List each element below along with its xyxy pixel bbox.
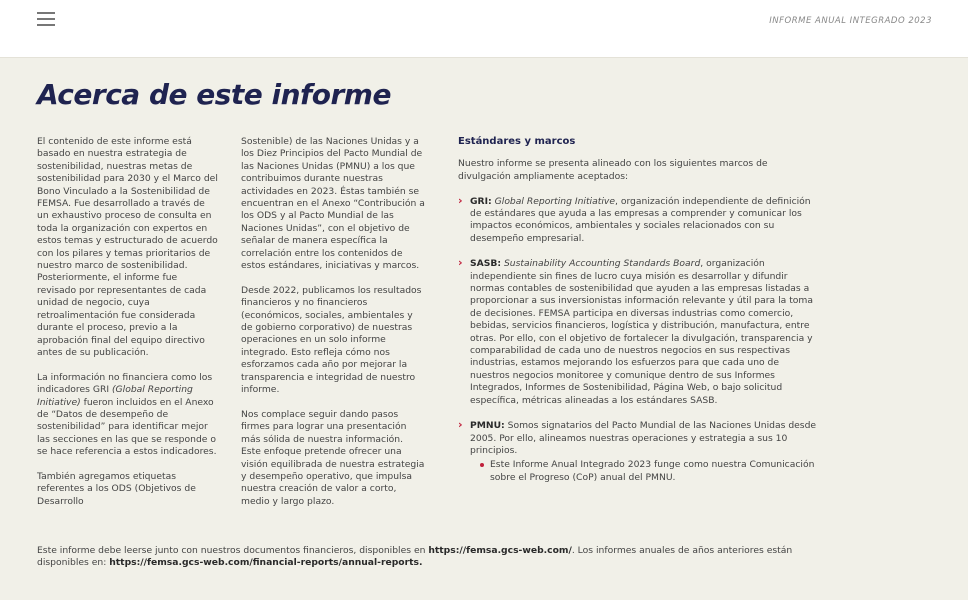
framework-item-sasb (458, 258, 820, 407)
sasb-text: , organización independiente sin fines de lucro cuya misión es desarrollar y difundir normas contables de sostenibilidad que ayuden a las empresas listadas a proporcionar a sus inversionistas información relevante y útil para la toma de decisiones. FEMSA participa en diversas industrias como comercio, bebidas, servicios financieros, logística y distribución, manufactura, entre otras. Por ello, con el objetivo de fortalecer la divulgación, transparencia y comparabilidad de cada uno de nuestros negocios en sus respectivas industrias, estamos mejorando los esfuerzos para que cada uno de nuestros negocios monitoree y comunique dentro de sus Informes Integrados, Informes de Sostenibilidad, Página Web, o bajo solicitud específica, métricas alineadas a los estándares SASB. (470, 258, 814, 406)
pmnu-text: Somos signatarios del Pacto Mundial de las Naciones Unidas desde 2005. Por ello, alineamos nuestras operaciones y estrategia a sus 10 principios. (470, 420, 817, 456)
pmnu-label: PMNU: (470, 420, 505, 432)
gri-italic: Global Reporting Initiative (494, 195, 615, 207)
page-title: Acerca de este informe (37, 78, 391, 111)
intro-paragraph: Nuestro informe se presenta alineado con los siguientes marcos de divulgación ampliamente aceptados: (458, 158, 768, 182)
paragraph (37, 372, 219, 459)
femsa-link[interactable]: https://femsa.gcs-web.com/ (428, 545, 572, 556)
paragraph: Sostenible) de las Naciones Unidas y a los Diez Principios del Pacto Mundial de las Naciones Unidas (PMNU) a los que contribuimos durante nuestras actividades en 2023. Éstas también se encuentran en el Anexo “Contribución a los ODS y al Pacto Mundial de las Naciones Unidas”, con el objetivo de señalar de manera específica la correlación entre los contenidos de estos estándares, iniciativas y marcos. (241, 136, 425, 272)
chevron-right-icon: › (458, 193, 463, 207)
annual-reports-link[interactable]: https://femsa.gcs-web.com/financial-reports/annual-reports. (109, 557, 423, 569)
framework-item-gri (458, 193, 820, 246)
framework-item-pmnu (458, 420, 820, 484)
gri-italic: (Global Reporting Initiative) (37, 384, 193, 408)
column-1 (37, 136, 219, 521)
text: La información no financiera como los indicadores GRI (37, 371, 213, 396)
footer-note (37, 545, 797, 570)
sasb-label: SASB: (470, 258, 502, 270)
pmnu-sub-item (470, 459, 820, 484)
column-2 (241, 136, 425, 521)
pmnu-sub-text: Este Informe Anual Integrado 2023 funge como nuestra Comunicación sobre el Progreso (CoP) anual del PMNU. (490, 459, 815, 483)
paragraph: Nos complace seguir dando pasos firmes para lograr una presentación más sólida de nuestra información. Este enfoque pretende ofrecer una visión equilibrada de nuestra estrategia y desempeño operativo, que impulsa nuestra creación de valor a corto, medio y largo plazo. (241, 408, 425, 507)
gri-label: GRI: (470, 195, 492, 207)
paragraph: El contenido de este informe está basado en nuestra estrategia de sostenibilidad, nuestras metas de sostenibilidad para 2030 y el Marco del Bono Vinculado a la Sostenibilidad de FEMSA. Fue desarrollado a través de un exhaustivo proceso de consulta en toda la organización con expertos en estos temas y estructurado de acuerdo con los pilares y temas prioritarios de nuestro marco de sostenibilidad. Posteriormente, el informe fue revisado por representantes de cada unidad de negocio, cuya retroalimentación fue considerada durante el proceso, previo a la aprobación final del equipo directivo antes de su publicación. (37, 136, 218, 358)
footer-text: Este informe debe leerse junto con nuestros documentos financieros, disponibles en (37, 545, 429, 556)
chevron-right-icon: › (458, 256, 463, 270)
top-bar (0, 0, 968, 58)
column-3 (458, 136, 820, 497)
footer-text: . Los informes anuales de años anteriores están disponibles en: (37, 545, 793, 569)
paragraph: También agregamos etiquetas referentes a los ODS (Objetivos de Desarrollo (37, 470, 196, 507)
report-title: INFORME ANUAL INTEGRADO 2023 (769, 16, 932, 26)
section-title: Estándares y marcos (458, 136, 576, 147)
bullet-dot-icon (480, 463, 484, 467)
chevron-right-icon: › (458, 418, 463, 432)
sasb-italic: Sustainability Accounting Standards Board (503, 258, 701, 270)
hamburger-menu-icon[interactable] (37, 12, 55, 26)
text: fueron incluidos en el Anexo de “Datos de desempeño de sostenibilidad” para identificar mejor las secciones en las que se responde o se hace referencia a estos indicadores. (37, 396, 217, 458)
gri-text: , organización independiente de definición de estándares que ayuda a las empresas a comprender y comunicar los impactos económicos, ambientales y sociales relacionados con su desempeño empresarial. (470, 195, 811, 244)
paragraph: Desde 2022, publicamos los resultados financieros y no financieros (económicos, sociales, ambientales y de gobierno corporativo) de nuestras operaciones en un solo informe integrado. Esto refleja cómo nos esforzamos cada año por mejorar la transparencia e integridad de nuestro informe. (241, 284, 422, 396)
